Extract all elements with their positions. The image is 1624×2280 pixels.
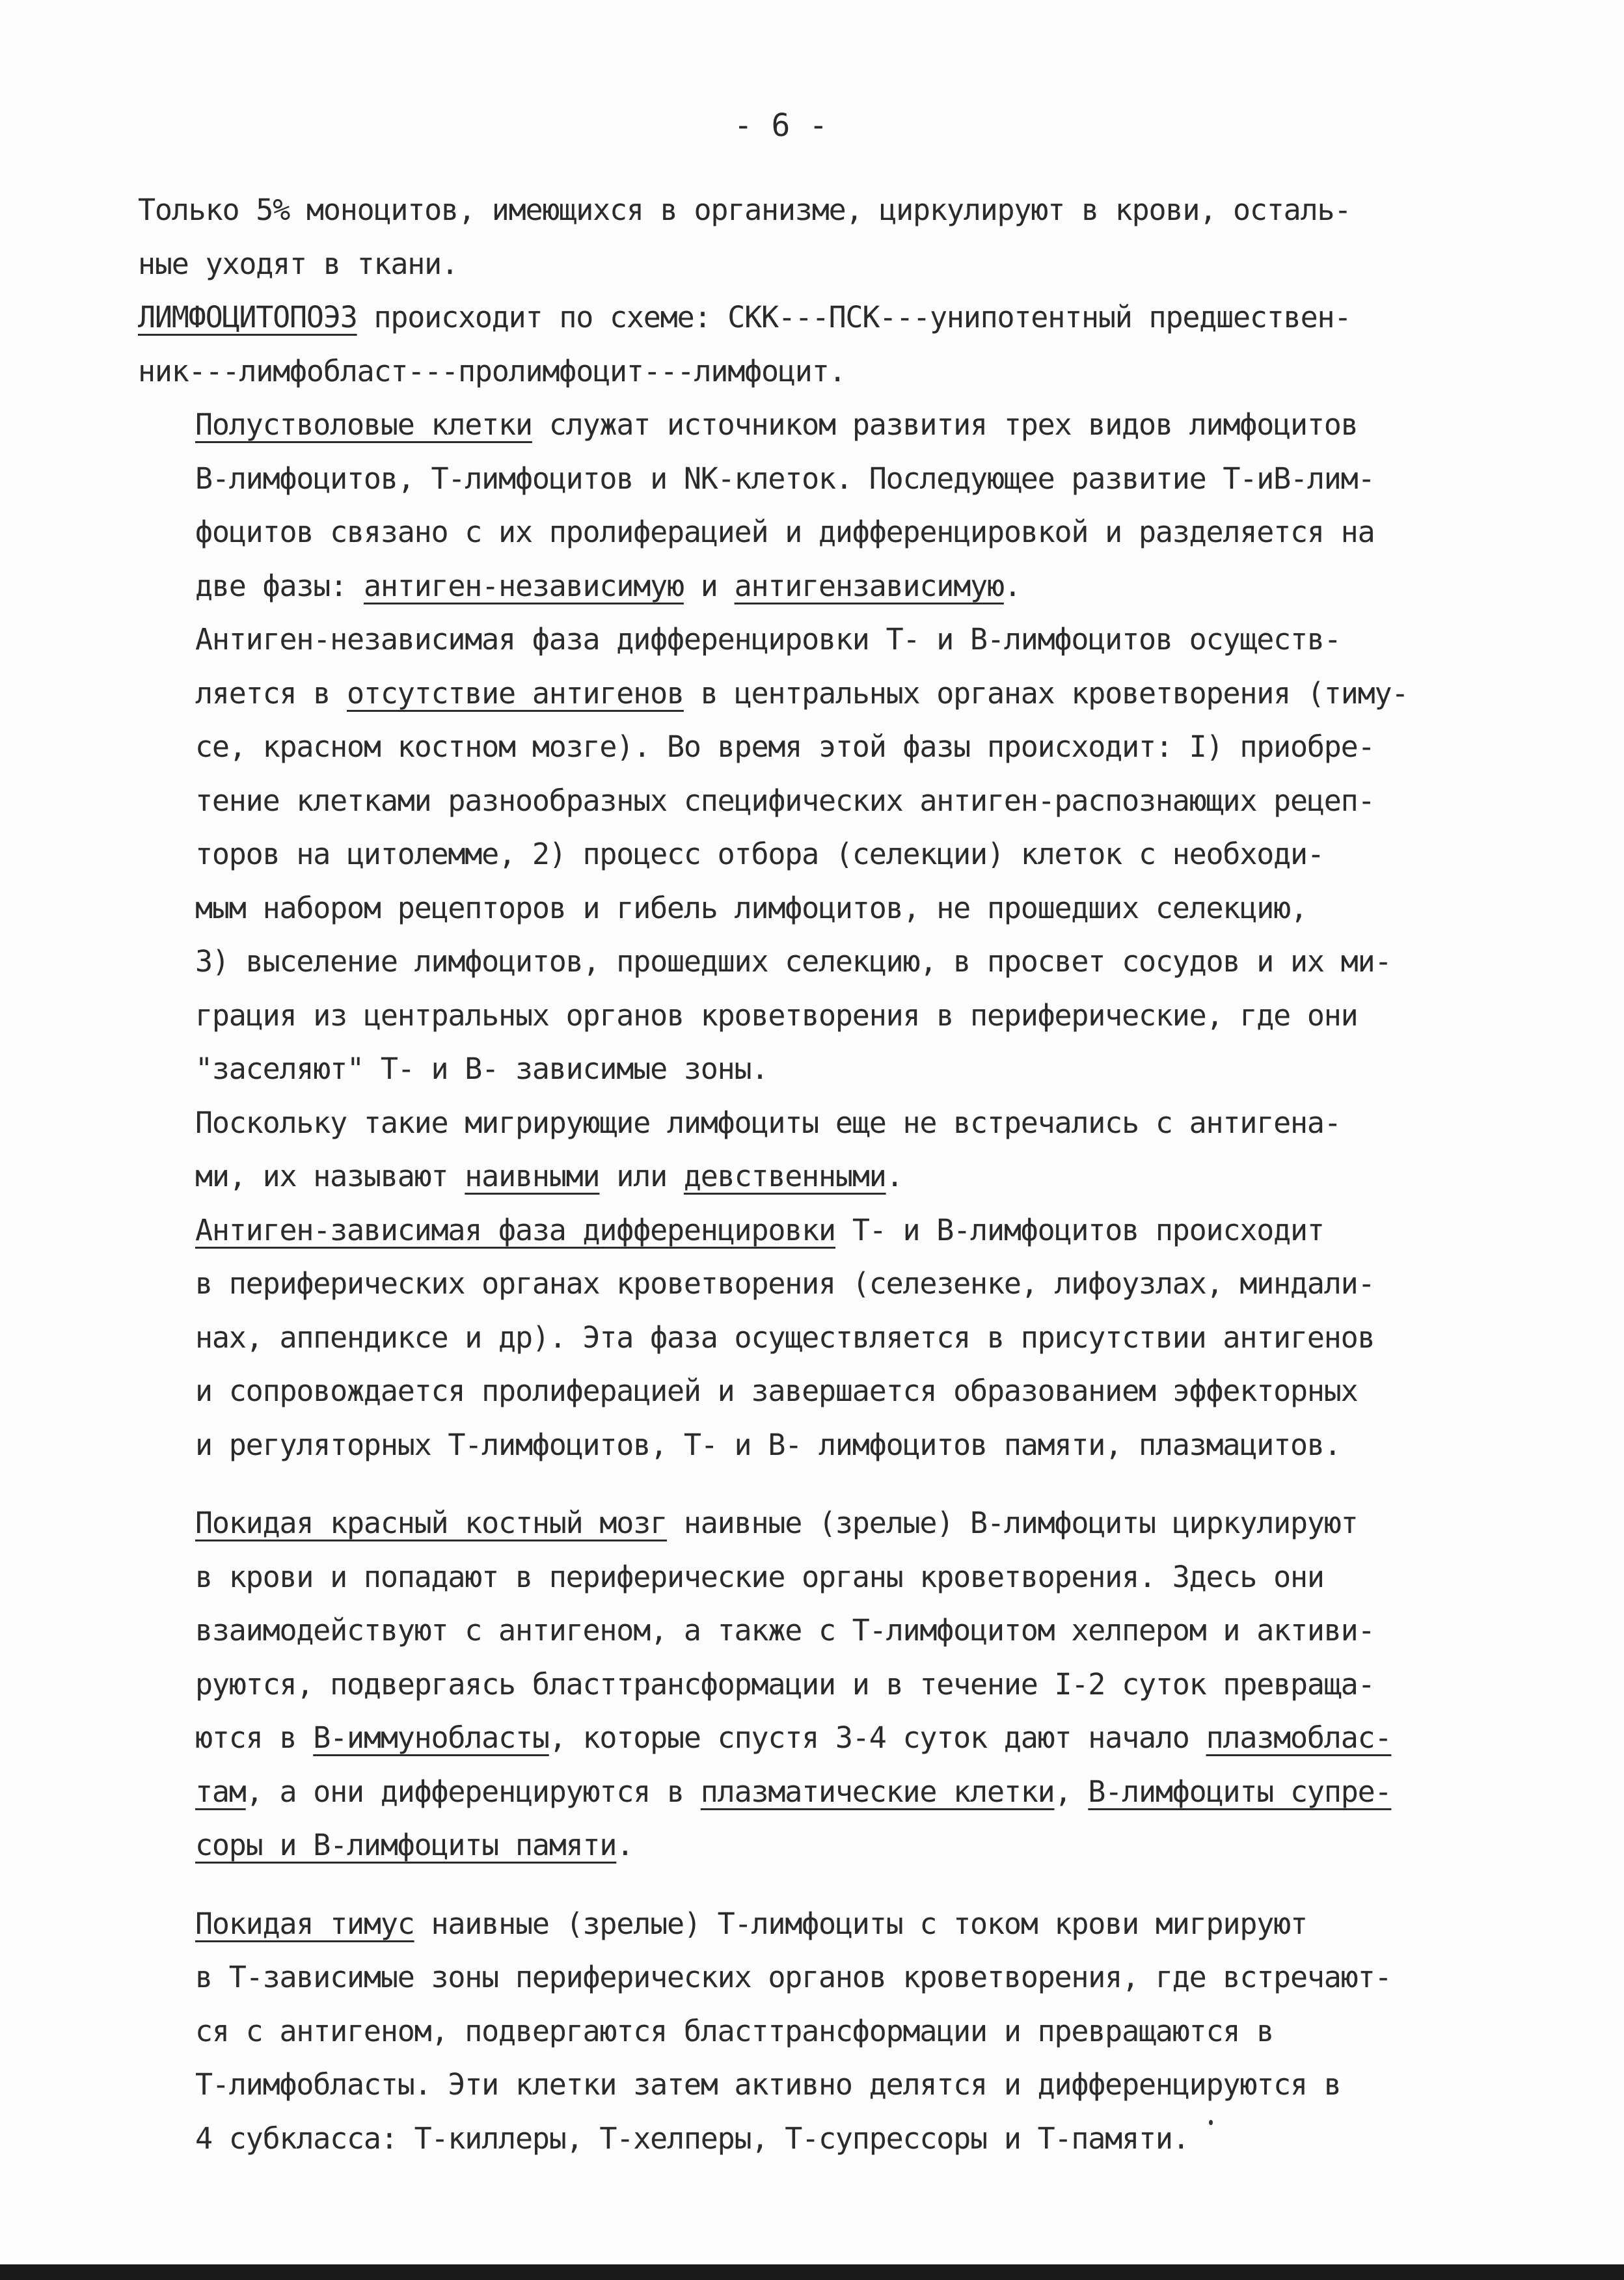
- text-line: там, а они дифференцируются в плазматические клетки, В-лимфоциты супре-: [195, 1774, 1392, 1809]
- underlined-term: девственными: [683, 1159, 886, 1193]
- text-line: ные уходят в ткани.: [138, 246, 458, 281]
- underlined-term: плазматические клетки: [700, 1774, 1055, 1809]
- scan-bottom-edge: [0, 2264, 1624, 2280]
- underlined-term: соры и В-лимфоциты памяти: [195, 1828, 617, 1862]
- text-line: тение клетками разнообразных специфических антиген-распознающих рецеп-: [195, 783, 1375, 818]
- underlined-term: наивными: [465, 1159, 600, 1193]
- text-line: "заселяют" Т- и В- зависимые зоны.: [195, 1052, 768, 1086]
- text-line: 4 субкласса: Т-киллеры, Т-хелперы, Т-супрессоры и Т-памяти.: [195, 2121, 1189, 2156]
- text-line: и регуляторных Т-лимфоцитов, Т- и В- лимфоцитов памяти, плазмацитов.: [195, 1427, 1341, 1462]
- text-line: Антиген-зависимая фаза дифференцировки Т- и В-лимфоцитов происходит: [195, 1212, 1324, 1247]
- paragraph: [138, 291, 1589, 398]
- text-line: руются, подвергаясь бласттрансформации и в течение I-2 суток превраща-: [195, 1666, 1375, 1702]
- paragraph: [138, 1497, 1589, 1873]
- text-line: мым набором рецепторов и гибель лимфоцитов, не прошедших селекцию,: [195, 890, 1307, 925]
- paragraph: [138, 398, 1589, 613]
- paragraph: [138, 613, 1589, 1096]
- underlined-term: В-лимфоциты супре-: [1088, 1774, 1392, 1809]
- text-line: В-лимфоцитов, Т-лимфоцитов и NК-клеток. Последующее развитие Т-иВ-лим-: [195, 461, 1375, 496]
- document-body: [138, 183, 1589, 2165]
- paragraph: [138, 183, 1589, 291]
- text-line: Поскольку такие мигрирующие лимфоциты еще не встречались с антигена-: [195, 1105, 1341, 1140]
- text-line: нах, аппендиксе и др). Эта фаза осуществляется в присутствии антигенов: [195, 1320, 1375, 1355]
- scan-speck: [1209, 2120, 1213, 2125]
- text-line: ются в В-иммунобласты, которые спустя 3-4 суток дают начало плазмоблас-: [195, 1720, 1392, 1755]
- text-line: в крови и попадают в периферические органы кроветворения. Здесь они: [195, 1559, 1324, 1594]
- underlined-term: отсутствие антигенов: [347, 675, 684, 711]
- text-line: соры и В-лимфоциты памяти.: [195, 1828, 634, 1862]
- text-line: ЛИМФОЦИТОПОЭЗ происходит по схеме: СКК---ПСК---унипотентный предшествен-: [138, 300, 1351, 334]
- text-line: в Т-зависимые зоны периферических органов кроветворения, где встречают-: [195, 1960, 1392, 1994]
- text-line: ся с антигеном, подвергаются бласттрансформации и превращаются в: [195, 2013, 1274, 2048]
- underlined-term: там: [195, 1774, 246, 1809]
- underlined-term: антиген-независимую: [363, 568, 684, 603]
- text-line: две фазы: антиген-независимую и антигензависимую.: [195, 568, 1021, 603]
- underlined-term: антигензависимую: [734, 568, 1004, 603]
- text-line: грация из центральных органов кроветворения в периферические, где они: [195, 998, 1358, 1033]
- paragraph: [138, 1897, 1589, 2166]
- text-line: фоцитов связано с их пролиферацией и дифференцировкой и разделяется на: [195, 515, 1375, 549]
- text-line: Антиген-независимая фаза дифференцировки Т- и В-лимфоцитов осуществ-: [195, 622, 1341, 657]
- text-line: се, красном костном мозге). Во время этой фазы происходит: I) приобре-: [195, 729, 1375, 764]
- text-line: ник---лимфобласт---пролимфоцит---лимфоцит.: [138, 353, 846, 388]
- underlined-term: ЛИМФОЦИТОПОЭЗ: [138, 300, 357, 334]
- text-line: в периферических органах кроветворения (селезенке, лифоузлах, миндали-: [195, 1266, 1375, 1301]
- underlined-term: Покидая красный костный мозг: [195, 1506, 667, 1540]
- text-line: ляется в отсутствие антигенов в центральных органах кроветворения (тиму-: [195, 675, 1409, 711]
- text-line: Только 5% моноцитов, имеющихся в организме, циркулируют в крови, осталь-: [138, 193, 1351, 227]
- underlined-term: В-иммунобласты: [313, 1720, 549, 1755]
- text-line: ми, их называют наивными или девственными.: [195, 1159, 903, 1193]
- underlined-term: Антиген-зависимая фаза дифференцировки: [195, 1212, 835, 1247]
- text-line: Покидая тимус наивные (зрелые) Т-лимфоциты с током крови мигрируют: [195, 1906, 1307, 1941]
- text-line: и сопровождается пролиферацией и завершается образованием эффекторных: [195, 1374, 1358, 1408]
- paragraph: [138, 1204, 1589, 1472]
- text-line: Полустволовые клетки служат источником развития трех видов лимфоцитов: [195, 407, 1358, 442]
- text-line: Покидая красный костный мозг наивные (зрелые) В-лимфоциты циркулируют: [195, 1506, 1358, 1540]
- underlined-term: Полустволовые клетки: [195, 407, 532, 442]
- text-line: торов на цитолемме, 2) процесс отбора (селекции) клеток с необходи-: [195, 837, 1324, 871]
- paragraph: [138, 1096, 1589, 1204]
- page-number: - 6 -: [733, 107, 828, 144]
- text-line: Т-лимфобласты. Эти клетки затем активно делятся и дифференцируются в: [195, 2067, 1341, 2102]
- underlined-term: Покидая тимус: [195, 1906, 414, 1941]
- underlined-term: плазмоблас-: [1206, 1720, 1392, 1755]
- text-line: взаимодействуют с антигеном, а также с Т-лимфоцитом хелпером и активи-: [195, 1613, 1375, 1648]
- text-line: 3) выселение лимфоцитов, прошедших селекцию, в просвет сосудов и их ми-: [195, 944, 1392, 979]
